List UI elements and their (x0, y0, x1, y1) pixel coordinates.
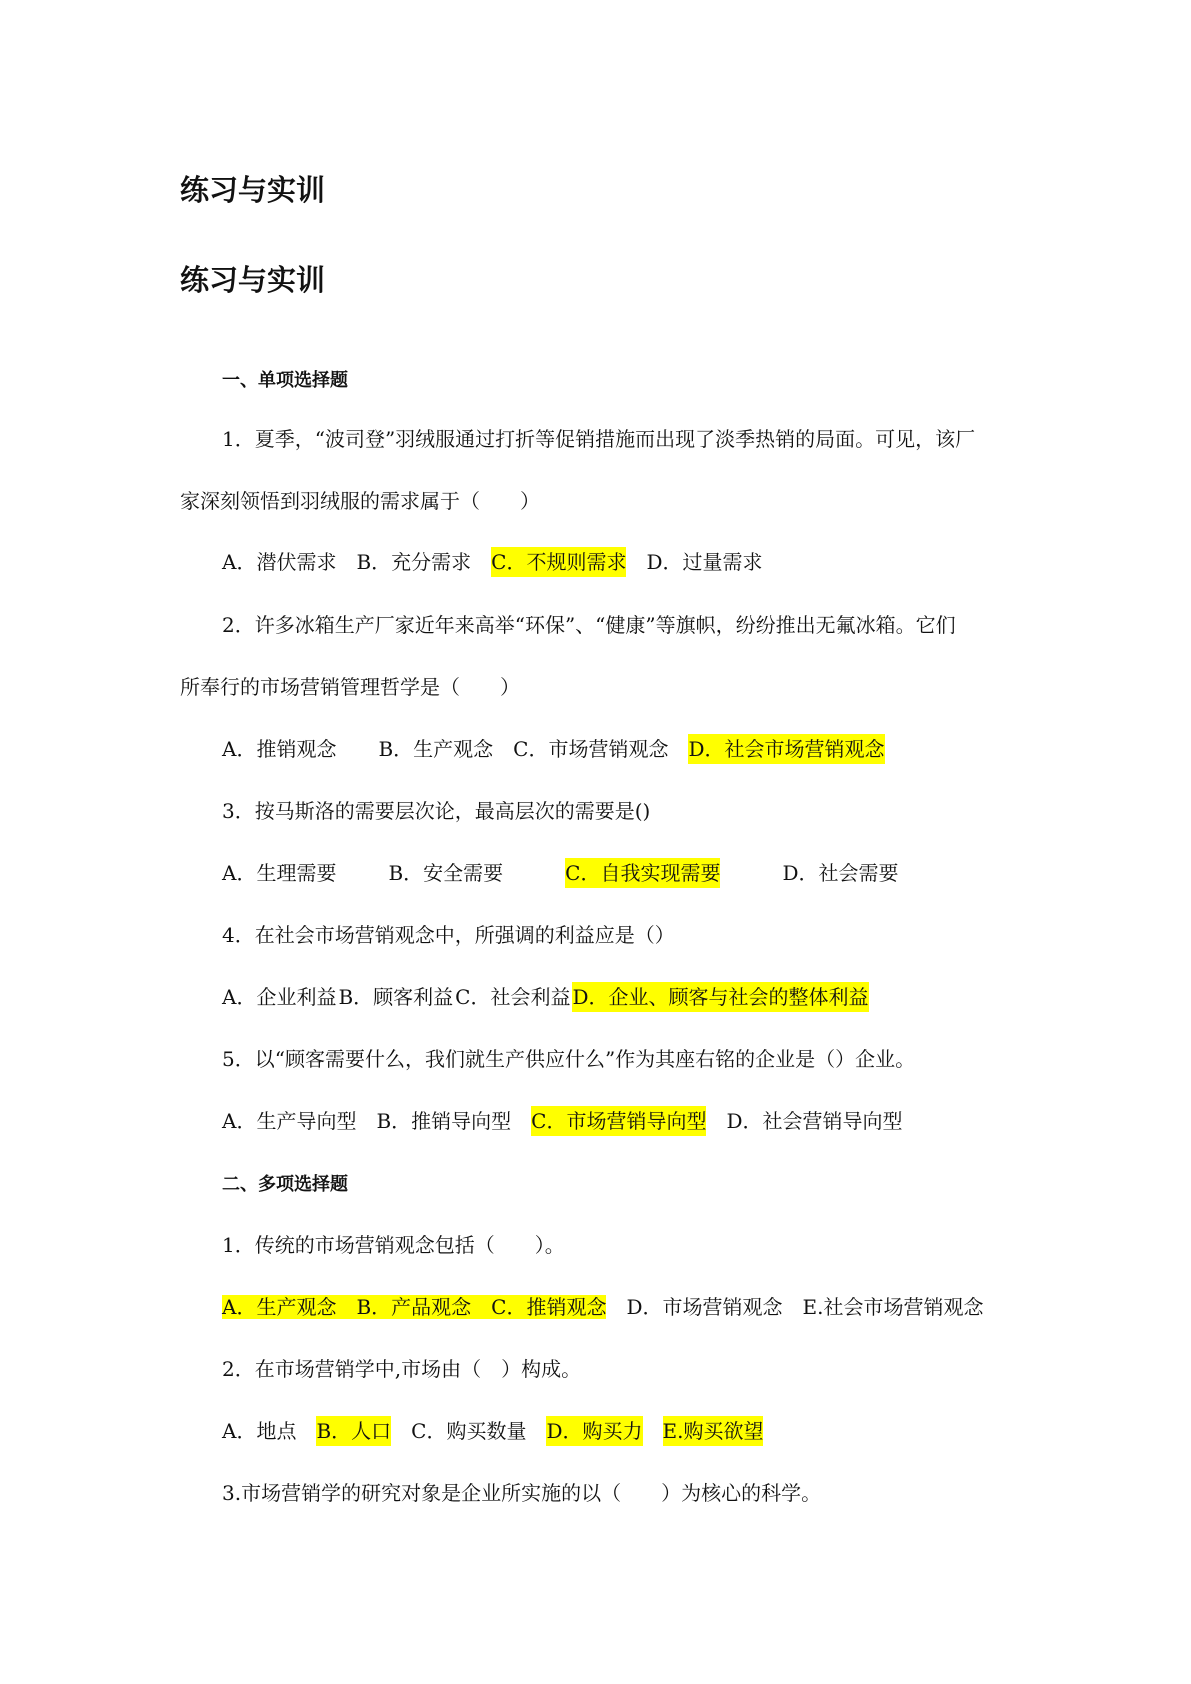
option-d: D．过量需求 (646, 550, 763, 574)
question-4-options (222, 982, 869, 1012)
option-d-highlighted: D．社会市场营销观念 (688, 734, 884, 764)
option-c-highlighted: C．推销观念 (491, 1295, 607, 1319)
mc-question-2-text: 2．在市场营销学中,市场由（ ）构成。 (222, 1357, 582, 1381)
option-e-highlighted: E.购买欲望 (663, 1416, 764, 1446)
question-1-text-cont: 家深刻领悟到羽绒服的需求属于（ ） (180, 489, 540, 513)
mc-question-2-options (222, 1416, 763, 1446)
option-a: A．企业利益 (222, 985, 337, 1009)
question-1-options (222, 547, 763, 577)
option-a: A．生理需要 (222, 861, 337, 885)
option-d: D．社会需要 (782, 861, 899, 885)
option-b: B．安全需要 (388, 861, 504, 885)
mc-question-3-text: 3.市场营销学的研究对象是企业所实施的以（ ）为核心的科学。 (222, 1481, 822, 1505)
question-4-text: 4．在社会市场营销观念中，所强调的利益应是（） (222, 923, 675, 947)
option-c: C．购买数量 (411, 1419, 527, 1443)
section-heading-multiple-choice: 二、多项选择题 (222, 1174, 348, 1195)
question-2-text: 2．许多冰箱生产厂家近年来高举“环保”、“健康”等旗帜，纷纷推出无氟冰箱。它们 (222, 613, 956, 637)
question-3-options (222, 858, 899, 888)
option-a: A．生产导向型 (222, 1109, 357, 1133)
option-b: B．生产观念 (378, 737, 494, 761)
option-a-highlighted: A．生产观念 (222, 1295, 337, 1319)
question-1-text: 1．夏季，“波司登”羽绒服通过打折等促销措施而出现了淡季热销的局面。可见，该厂 (222, 427, 976, 451)
option-b: B．顾客利益 (338, 985, 454, 1009)
option-b: B．推销导向型 (376, 1109, 512, 1133)
option-c: C．市场营销观念 (513, 737, 669, 761)
question-5-options (222, 1106, 903, 1136)
option-b-highlighted: B．产品观念 (356, 1295, 472, 1319)
option-c: C．社会利益 (455, 985, 571, 1009)
option-a: A．推销观念 (222, 737, 337, 761)
page-subtitle: 练习与实训 (180, 263, 326, 297)
page-title: 练习与实训 (180, 173, 326, 207)
option-c-highlighted: C．不规则需求 (491, 547, 626, 577)
option-d: D．市场营销观念 (626, 1295, 783, 1319)
option-a: A．地点 (222, 1419, 297, 1443)
option-b: B．充分需求 (356, 550, 472, 574)
question-2-options (222, 734, 885, 764)
mc-question-1-options (222, 1292, 983, 1322)
option-c-highlighted: C．自我实现需要 (565, 858, 720, 888)
option-c-highlighted: C．市场营销导向型 (531, 1106, 706, 1136)
option-a: A．潜伏需求 (222, 550, 337, 574)
section-heading-single-choice: 一、单项选择题 (222, 370, 348, 391)
question-2-text-cont: 所奉行的市场营销管理哲学是（ ） (180, 675, 520, 699)
option-d: D．社会营销导向型 (726, 1109, 903, 1133)
option-d-highlighted: D．企业、顾客与社会的整体利益 (572, 982, 868, 1012)
option-e: E.社会市场营销观念 (802, 1295, 984, 1319)
option-d-highlighted: D．购买力 (546, 1416, 642, 1446)
mc-question-1-text: 1．传统的市场营销观念包括（ ）。 (222, 1233, 565, 1257)
option-b-highlighted: B．人口 (316, 1416, 391, 1446)
question-5-text: 5．以“顾客需要什么，我们就生产供应什么”作为其座右铭的企业是（）企业。 (222, 1047, 916, 1071)
question-3-text: 3．按马斯洛的需要层次论，最高层次的需要是() (222, 799, 651, 823)
